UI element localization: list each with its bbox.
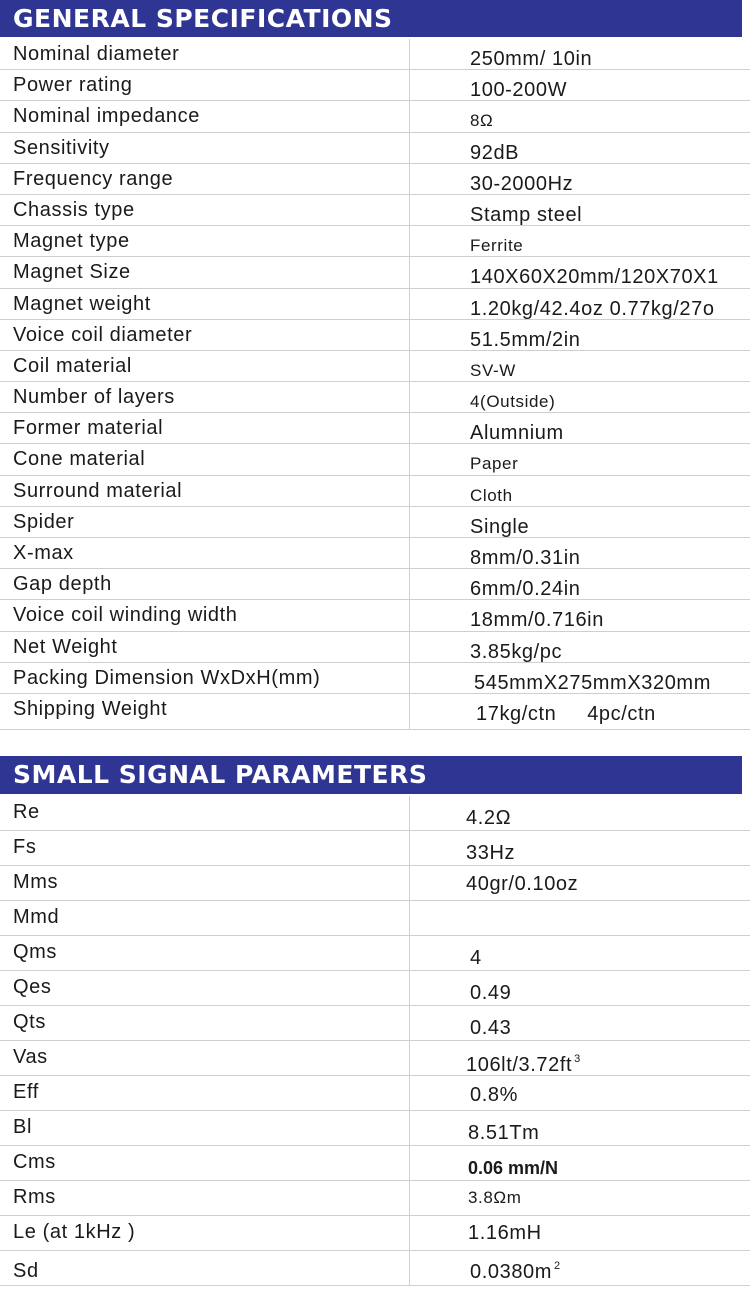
column-divider (409, 133, 410, 164)
spec-value: 4(Outside) (470, 392, 556, 412)
param-value: 33Hz (466, 842, 516, 864)
column-divider (409, 101, 410, 132)
vas-value-text: 106lt/3.72ft (466, 1054, 573, 1076)
spec-row (0, 226, 750, 257)
spec-label: Nominal diameter (13, 43, 180, 65)
param-row (0, 866, 750, 901)
spec-label: X-max (13, 542, 74, 564)
spec-value: Stamp steel (470, 203, 583, 226)
spec-value: 8mm/0.31in (470, 547, 581, 569)
spec-value: 3.85kg/pc (470, 640, 563, 663)
spec-label: Frequency range (13, 167, 174, 190)
column-divider (409, 901, 410, 936)
spec-value: 17kg/ctn 4pc/ctn (476, 702, 656, 725)
spec-value: SV-W (470, 360, 516, 380)
column-divider (409, 351, 410, 382)
param-label: Mms (13, 871, 59, 893)
small-signal-parameters-header: SMALL SIGNAL PARAMETERS (0, 756, 742, 794)
spec-label: Magnet type (13, 230, 130, 253)
spec-row (0, 164, 750, 195)
spec-value: Alumnium (470, 422, 564, 445)
param-row (0, 1076, 750, 1111)
spec-value: Paper (470, 454, 519, 474)
spec-label: Number of layers (13, 386, 175, 409)
param-row (0, 936, 750, 971)
spec-row (0, 632, 750, 663)
spec-row (0, 320, 750, 351)
param-value: 8.51Tm (468, 1122, 540, 1144)
column-divider (409, 507, 410, 538)
spec-row (0, 538, 750, 569)
spec-value: 51.5mm/2in (470, 328, 581, 351)
spec-value: 140X60X20mm/120X70X1 (470, 266, 719, 289)
column-divider (409, 663, 410, 694)
spec-label: Packing Dimension WxDxH(mm) (13, 666, 321, 689)
column-divider (409, 257, 410, 288)
param-value: 0.06 mm/N (468, 1158, 559, 1178)
spec-label: Shipping Weight (13, 697, 168, 720)
column-divider (409, 971, 410, 1006)
superscript: 3 (574, 1053, 581, 1065)
column-divider (409, 195, 410, 226)
param-label: Bl (13, 1116, 32, 1138)
spec-row (0, 39, 750, 70)
small-signal-parameters-table (0, 796, 750, 1286)
column-divider (409, 226, 410, 257)
param-label: Re (13, 801, 40, 823)
column-divider (409, 1146, 410, 1181)
spec-value: Cloth (470, 485, 513, 505)
spec-value: 1.20kg/42.4oz 0.77kg/27o (470, 297, 715, 320)
spec-row (0, 101, 750, 132)
spec-row (0, 663, 750, 694)
spec-label: Surround material (13, 479, 183, 502)
sd-value-text: 0.0380m (470, 1261, 553, 1283)
param-value: 40gr/0.10oz (466, 873, 579, 895)
spec-row (0, 507, 750, 538)
spec-row (0, 289, 750, 320)
spec-value: 250mm/ 10in (470, 48, 593, 70)
param-row (0, 1041, 750, 1076)
column-divider (409, 866, 410, 901)
spec-value: 100-200W (470, 79, 568, 102)
column-divider (409, 1111, 410, 1146)
param-row (0, 1251, 750, 1286)
param-label: Sd (13, 1260, 39, 1282)
param-label: Fs (13, 836, 37, 858)
spec-row (0, 133, 750, 164)
general-specifications-header: GENERAL SPECIFICATIONS (0, 0, 742, 37)
spec-row (0, 382, 750, 413)
spec-value: Single (470, 515, 530, 538)
param-label: Cms (13, 1151, 56, 1173)
param-value (466, 1046, 581, 1078)
column-divider (409, 476, 410, 507)
spec-row (0, 600, 750, 631)
spec-label: Sensitivity (13, 136, 110, 159)
param-label: Eff (13, 1081, 39, 1103)
spec-value: 8Ω (470, 111, 494, 131)
column-divider (409, 694, 410, 730)
param-value (470, 1253, 561, 1285)
param-row (0, 1111, 750, 1146)
column-divider (409, 289, 410, 320)
param-value: 3.8Ωm (468, 1188, 522, 1207)
param-label: Rms (13, 1186, 56, 1208)
spec-row (0, 413, 750, 444)
superscript: 2 (554, 1260, 561, 1272)
spec-label: Spider (13, 510, 75, 533)
spec-row (0, 569, 750, 600)
column-divider (409, 936, 410, 971)
column-divider (409, 382, 410, 413)
column-divider (409, 413, 410, 444)
param-value: 0.8% (470, 1084, 518, 1106)
param-row (0, 1006, 750, 1041)
param-label: Qms (13, 941, 58, 963)
spec-value: Ferrite (470, 236, 524, 256)
column-divider (409, 1181, 410, 1216)
spec-label: Voice coil winding width (13, 604, 238, 627)
param-label: Le (at 1kHz ) (13, 1221, 136, 1243)
column-divider (409, 164, 410, 195)
spec-value: 6mm/0.24in (470, 578, 581, 601)
column-divider (409, 569, 410, 600)
param-value: 1.16mH (468, 1222, 542, 1244)
column-divider (409, 600, 410, 631)
spec-row (0, 351, 750, 382)
spec-label: Nominal impedance (13, 105, 200, 128)
param-label: Mmd (13, 906, 60, 928)
spec-label: Coil material (13, 354, 132, 377)
general-specifications-table (0, 39, 750, 730)
param-row (0, 1181, 750, 1216)
param-value: 0.49 (470, 982, 512, 1004)
param-row (0, 1216, 750, 1251)
spec-label: Net Weight (13, 635, 118, 658)
spec-row (0, 476, 750, 507)
param-label: Qes (13, 976, 52, 998)
spec-label: Gap depth (13, 573, 112, 596)
spec-label: Chassis type (13, 198, 135, 221)
param-row (0, 831, 750, 866)
spec-label: Magnet Size (13, 261, 131, 284)
param-label: Qts (13, 1011, 46, 1033)
spec-label: Power rating (13, 74, 133, 97)
column-divider (409, 1006, 410, 1041)
param-row (0, 971, 750, 1006)
spec-row (0, 195, 750, 226)
spec-label: Voice coil diameter (13, 323, 193, 346)
spec-row (0, 70, 750, 101)
column-divider (409, 70, 410, 101)
column-divider (409, 632, 410, 663)
column-divider (409, 320, 410, 351)
param-row (0, 1146, 750, 1181)
spec-row (0, 257, 750, 288)
spec-row (0, 694, 750, 730)
param-value: 4.2Ω (466, 807, 512, 829)
spec-row (0, 444, 750, 475)
param-value: 4 (470, 947, 482, 969)
column-divider (409, 1076, 410, 1111)
spec-value: 545mmX275mmX320mm (474, 671, 711, 694)
spec-value: 18mm/0.716in (470, 609, 604, 632)
param-row (0, 901, 750, 936)
column-divider (409, 538, 410, 569)
spec-value: 92dB (470, 141, 520, 164)
spec-label: Magnet weight (13, 292, 151, 315)
column-divider (409, 1216, 410, 1251)
column-divider (409, 444, 410, 475)
param-row (0, 796, 750, 831)
column-divider (409, 831, 410, 866)
column-divider (409, 39, 410, 70)
param-value: 0.43 (470, 1017, 512, 1039)
spec-label: Cone material (13, 448, 146, 471)
spec-label: Former material (13, 417, 164, 440)
param-label: Vas (13, 1046, 48, 1068)
column-divider (409, 1041, 410, 1076)
spec-value: 30-2000Hz (470, 172, 574, 195)
column-divider (409, 1251, 410, 1286)
column-divider (409, 796, 410, 831)
